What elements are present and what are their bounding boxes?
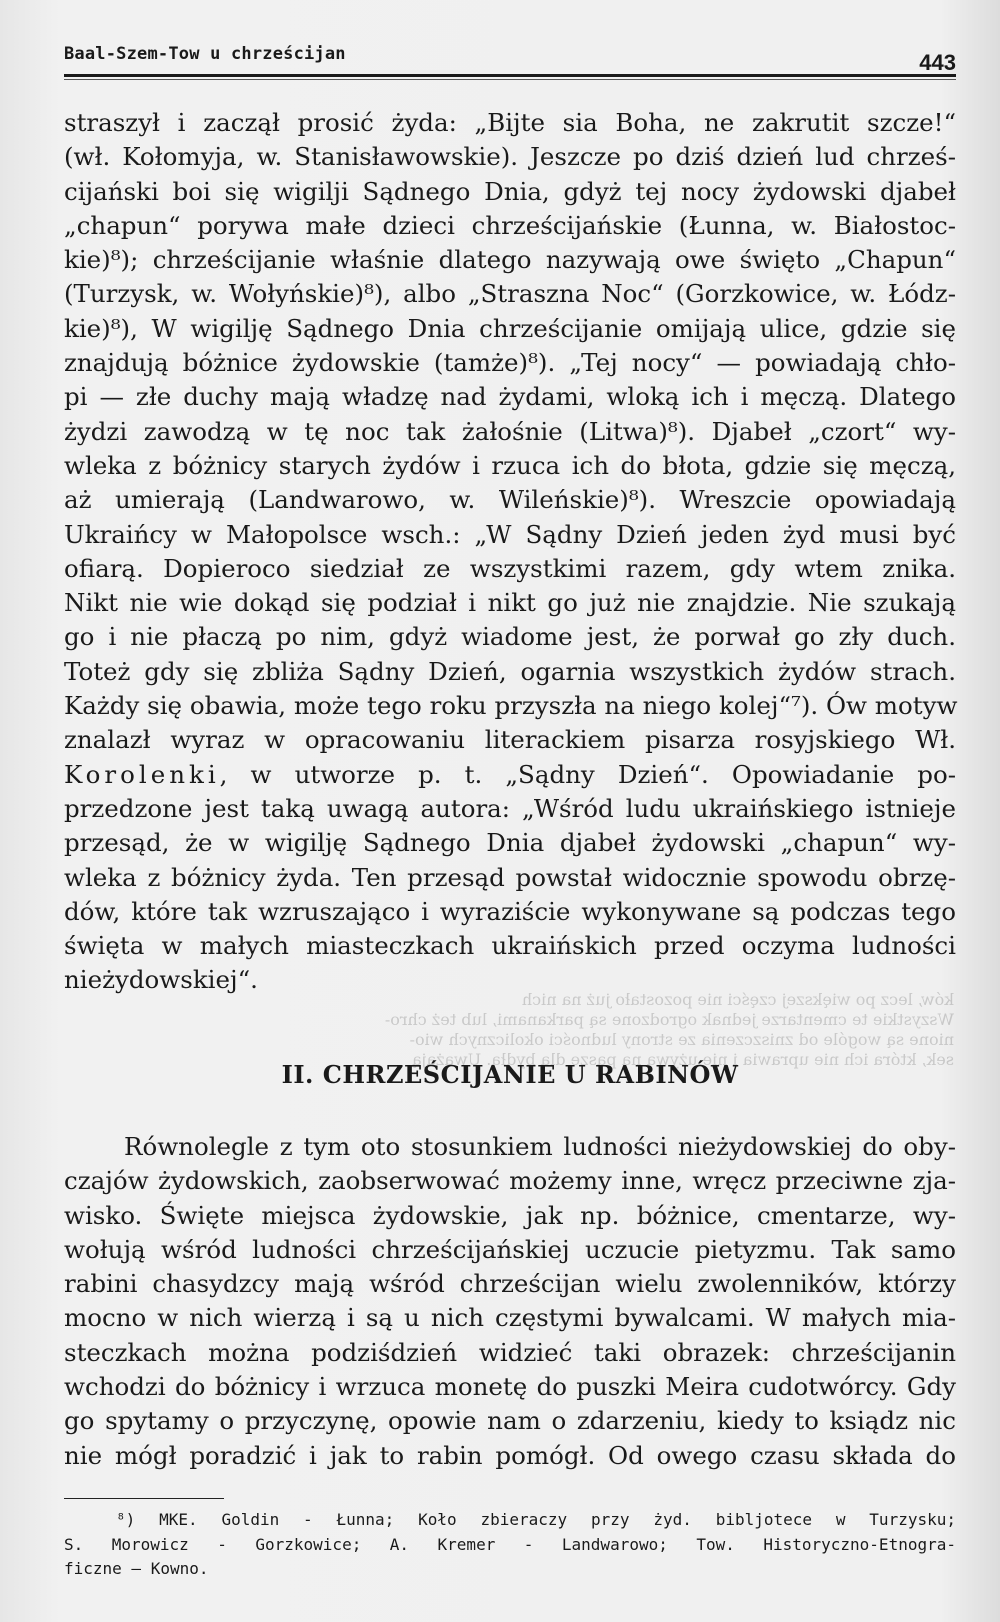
running-title: Baal-Szem-Tow u chrześcijan	[64, 44, 346, 64]
text-line: znalazł wyraz w opracowaniu literackiem pisarza rosyjskiego Wł.	[64, 725, 956, 755]
text-line: wleka z bóżnicy żyda. Ten przesąd powstał widocznie spowodu obrzę-	[64, 862, 956, 892]
bleed-through-line: sek, która ich nie uprawia i nie używa na pasze dla bydła. Uważają	[412, 1050, 954, 1069]
text-line: przesąd, że w wigilję Sądnego Dnia djabeł żydowski „chapun“ wy-	[64, 828, 956, 858]
text-line-author	[64, 758, 956, 792]
paragraph-1	[64, 106, 956, 998]
text-line: (Turzysk, w. Wołyńskie)⁸), albo „Straszna Noc“ (Gorzkowice, w. Łódz-	[64, 279, 956, 309]
text-line: nieżydowskiej“.	[64, 965, 258, 995]
footnote-line: ⁸) MKE. Goldin - Łunna; Koło zbieraczy przy żyd. bibljotece w Turzysku;	[116, 1510, 956, 1529]
text-line: kie)⁸), W wigilję Sądnego Dnia chrześcijanie omijają ulice, gdzie się	[64, 313, 956, 343]
footnote-line: S. Morowicz - Gorzkowice; A. Kremer - Landwarowo; Tow. Historyczno-Etnogra-	[64, 1534, 956, 1554]
text-line: znajdują bóżnice żydowskie (tamże)⁸). „Tej nocy“ — powiadają chło-	[64, 348, 956, 378]
text-line: wleka z bóżnicy starych żydów i rzuca ich do błota, gdzie się męczą,	[64, 450, 956, 480]
text-line: ofiarą. Dopieroco siedział ze wszystkimi razem, gdy wtem znika.	[64, 553, 956, 583]
header-rule-thin	[64, 79, 956, 80]
footnote-rule	[64, 1498, 224, 1499]
text-line: go i nie płaczą po nim, gdyż wiadome jest, że porwał go zły duch.	[64, 622, 956, 652]
text-line: Nikt nie wie dokąd się podział i nikt go już nie znajdzie. Nie szukają	[64, 588, 956, 618]
text-line: „chapun“ porywa małe dzieci chrześcijańskie (Łunna, w. Białostoc-	[64, 210, 956, 240]
text-line: wołują wśród ludności chrześcijańskiej uczucie pietyzmu. Tak samo	[64, 1234, 956, 1264]
text-line: kie)⁸); chrześcijanie właśnie dlatego nazywają owe święto „Chapun“	[64, 245, 956, 275]
bleed-through-line: Wszystkie te cmentarze jednak ogrodzone są parkanami, lub też chro-	[384, 1010, 954, 1029]
section-heading: II. CHRZEŚCIJANIE U RABINÓW	[281, 1060, 739, 1089]
text-line: Ukraińcy w Małopolsce wsch.: „W Sądny Dzień jeden żyd musi być	[64, 519, 956, 549]
text-line: steczkach można podziśdzień widzieć taki obrazek: chrześcijanin	[64, 1337, 956, 1367]
text-line: go spytamy o przyczynę, opowie nam o zdarzeniu, kiedy to ksiądz nic	[64, 1406, 956, 1436]
text-line: dów, które tak wzruszająco i wyraziście wykonywane są podczas tego	[64, 896, 956, 926]
text-line: nie mógł poradzić i jak to rabin pomógł. Od owego czasu składa do	[64, 1440, 956, 1470]
text-line: Każdy się obawia, może tego roku przyszła na niego kolej“⁷). Ów motyw	[64, 691, 958, 721]
text-line: rabini chasydzcy mają wśród chrześcijan wielu zwolenników, którzy	[64, 1269, 956, 1299]
text-line: wchodzi do bóżnicy i wrzuca monetę do puszki Meira cudotwórcy. Gdy	[64, 1372, 956, 1402]
text-line: straszył i zaczął prosić żyda: „Bijte sia Boha, ne zakrutit szcze!“	[64, 108, 956, 137]
bleed-through-line: ków, lecz po większej części nie pozostało już na nich	[521, 990, 954, 1009]
text-line: żydzi zawodzą w tę noc tak żałośnie (Litwa)⁸). Djabeł „czort“ wy-	[64, 416, 956, 446]
author-name: Korolenki	[64, 759, 220, 789]
text-line: aż umierają (Landwarowo, w. Wileńskie)⁸). Wreszcie opowiadają	[64, 485, 956, 515]
text-line: (wł. Kołomyja, w. Stanisławowskie). Jeszcze po dziś dzień lud chrześ-	[64, 142, 956, 172]
text-line: wisko. Święte miejsca żydowskie, jak np. bóżnice, cmentarze, wy-	[64, 1200, 956, 1230]
header-rule	[64, 74, 956, 77]
page-number: 443	[919, 50, 956, 75]
bleed-through-text	[64, 990, 954, 1070]
text-line: Toteż gdy się zbliża Sądny Dzień, ogarnia wszystkich żydów strach.	[64, 656, 956, 686]
bleed-through-line: nione są wogóle od zniszczenia ze strony ludności okolicznych wio-	[409, 1030, 954, 1049]
footnote-line: ficzne — Kowno.	[64, 1559, 209, 1578]
paragraph-2	[64, 1130, 956, 1473]
text-line: mocno w nich wierzą i są u nich częstymi bywalcami. W małych mia-	[64, 1303, 956, 1333]
text-line: pi — złe duchy mają władzę nad żydami, wloką ich i męczą. Dlatego	[64, 382, 956, 412]
text-line: święta w małych miasteczkach ukraińskich przed oczyma ludności	[64, 931, 956, 961]
text-line: Równolegle z tym oto stosunkiem ludności nieżydowskiej do oby-	[124, 1132, 956, 1161]
text-line: przedzone jest taką uwagą autora: „Wśród ludu ukraińskiego istnieje	[64, 793, 956, 823]
text-line: czajów żydowskich, zaobserwować możemy inne, wręcz przeciwne zja-	[64, 1166, 956, 1196]
footnotes	[64, 1508, 956, 1582]
text-line: cijański boi się wigilji Sądnego Dnia, gdyż tej nocy żydowski djabeł	[64, 176, 956, 206]
author-line-rest: , w utworze p. t. „Sądny Dzień“. Opowiadanie po-	[219, 759, 956, 789]
